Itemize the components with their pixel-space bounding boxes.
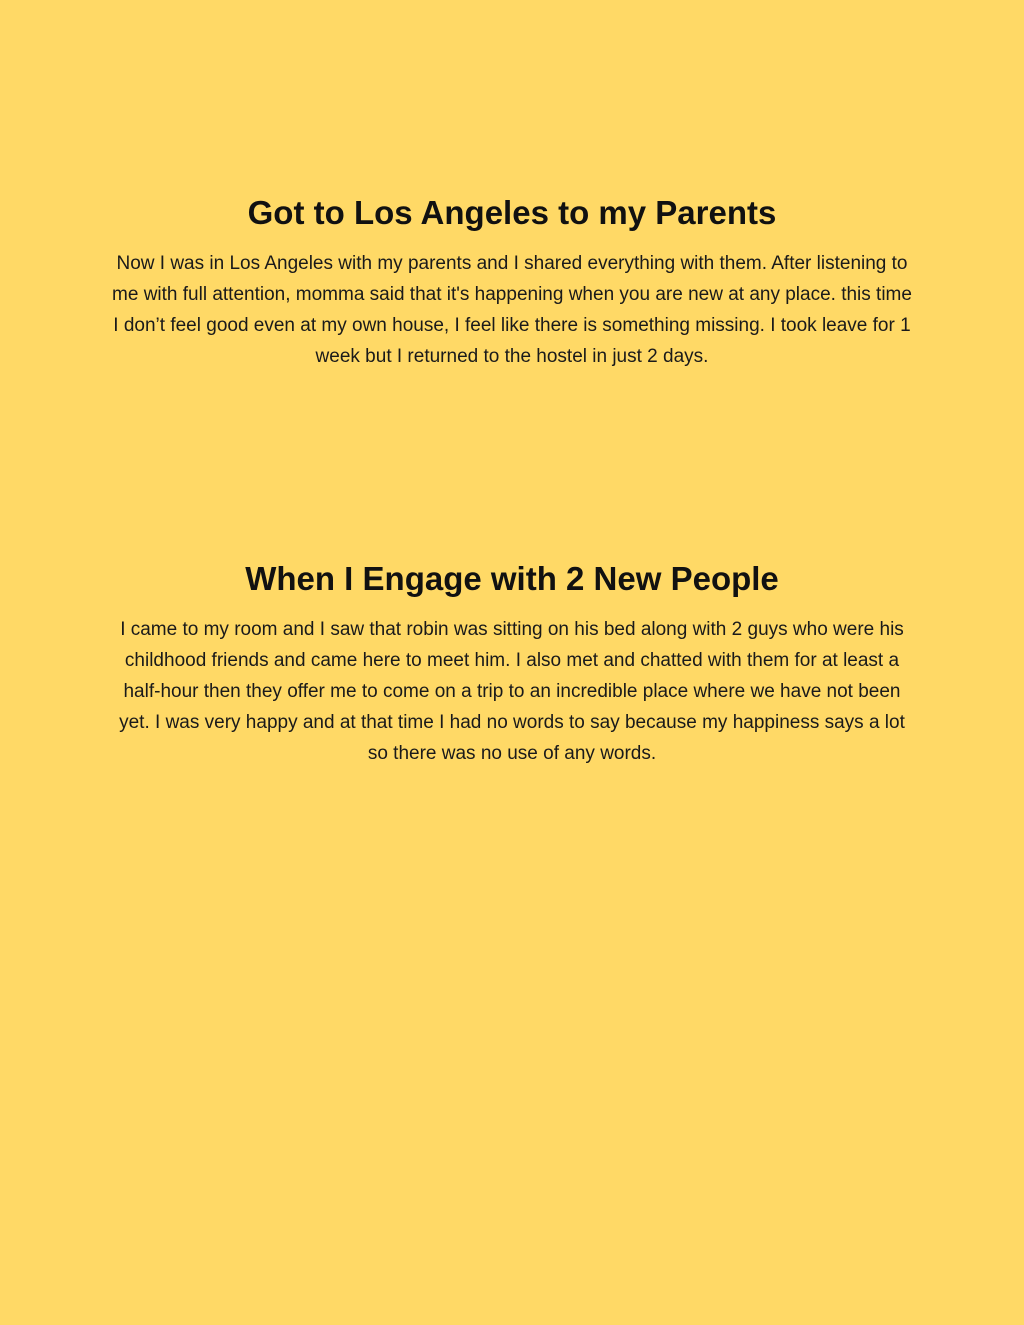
section-los-angeles (112, 190, 912, 372)
section-title: Got to Los Angeles to my Parents (247, 194, 777, 231)
section-new-people (112, 556, 912, 769)
section-body: Now I was in Los Angeles with my parents and I shared everything with them. After listening to me with full attention, momma said that it's happening when you are new at any place. this time I don’t feel good even at my own house, I feel like there is something missing. I took leave for 1 week but I returned to the hostel in just 2 days. (112, 253, 912, 367)
section-body: I came to my room and I saw that robin was sitting on his bed along with 2 guys who were his childhood friends and came here to meet him. I also met and chatted with them for at least a half-hour then they offer me to come on a trip to an incredible place where we have not been yet. I was very happy and at that time I had no words to say because my happiness says a lot so there was no use of any words. (119, 619, 905, 764)
section-title: When I Engage with 2 New People (245, 560, 779, 597)
